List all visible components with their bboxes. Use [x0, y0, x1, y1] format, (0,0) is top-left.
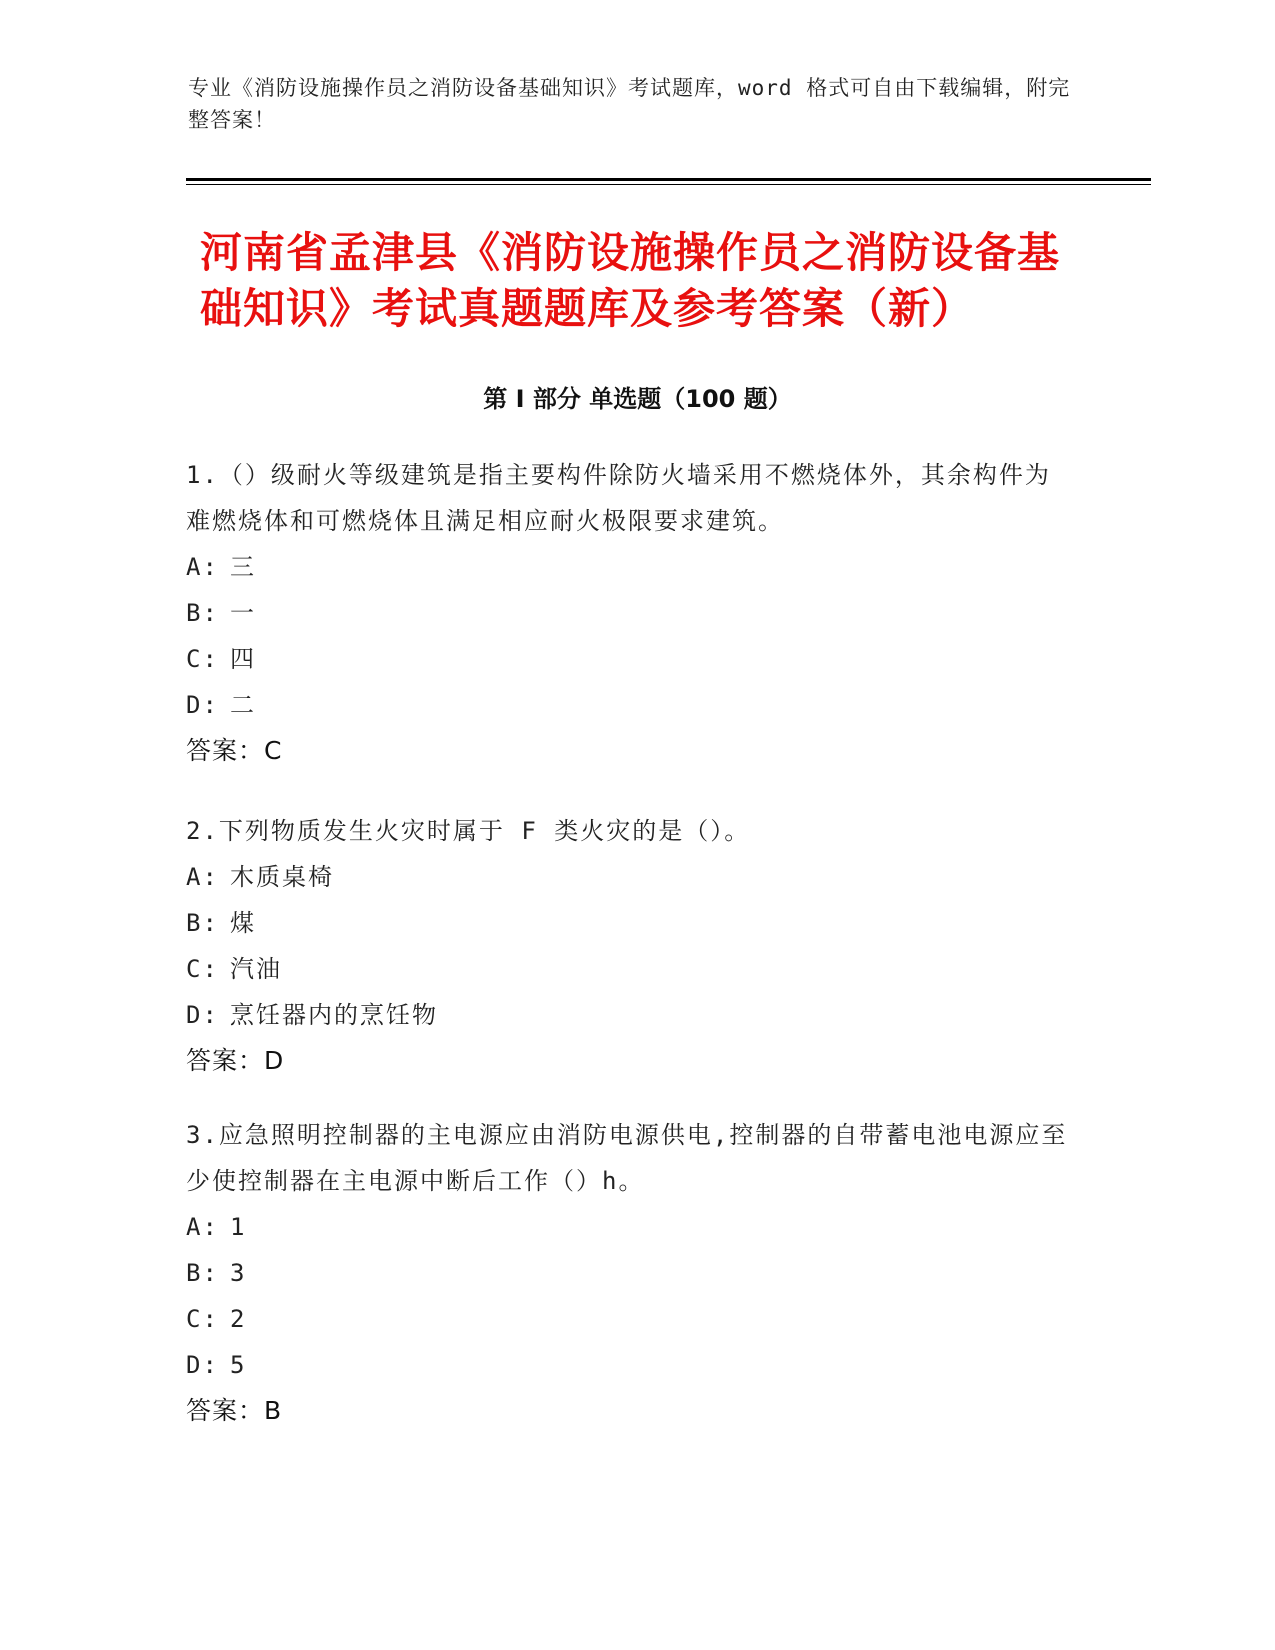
answer-line — [186, 1038, 1076, 1084]
option-b — [186, 1250, 1076, 1296]
option-text: 木质桌椅 — [230, 863, 334, 891]
option-a — [186, 1204, 1076, 1250]
question-stem: 3.应急照明控制器的主电源应由消防电源供电,控制器的自带蓄电池电源应至少使控制器在主电源中断后工作（）h。 — [186, 1121, 1068, 1195]
answer-value: C — [264, 736, 283, 765]
option-key: B: — [186, 909, 219, 937]
option-key: B: — [186, 599, 219, 627]
option-key: C: — [186, 955, 219, 983]
option-text: 3 — [230, 1259, 247, 1287]
answer-value: B — [264, 1396, 283, 1425]
option-a — [186, 854, 1076, 900]
answer-line — [186, 1388, 1076, 1434]
option-text: 烹饪器内的烹饪物 — [230, 1001, 438, 1029]
option-text: 1 — [230, 1213, 247, 1241]
option-text: 煤 — [230, 909, 256, 937]
option-key: D: — [186, 1351, 219, 1379]
option-key: C: — [186, 645, 219, 673]
answer-line — [186, 728, 1076, 774]
option-key: A: — [186, 1213, 219, 1241]
option-key: D: — [186, 1001, 219, 1029]
answer-label: 答案： — [186, 1396, 265, 1425]
option-key: B: — [186, 1259, 219, 1287]
option-text: 5 — [230, 1351, 247, 1379]
option-text: 一 — [230, 599, 256, 627]
question-2 — [186, 808, 1076, 1084]
option-key: A: — [186, 863, 219, 891]
option-d — [186, 992, 1076, 1038]
document-title: 河南省孟津县《消防设施操作员之消防设备基础知识》考试真题题库及参考答案（新） — [200, 228, 1061, 333]
option-text: 二 — [230, 691, 256, 719]
option-key: D: — [186, 691, 219, 719]
option-text: 汽油 — [230, 955, 282, 983]
answer-value: D — [264, 1046, 285, 1075]
question-stem: 2.下列物质发生火灾时属于 F 类火灾的是（）。 — [186, 817, 751, 845]
option-text: 四 — [230, 645, 256, 673]
option-key: C: — [186, 1305, 219, 1333]
option-b — [186, 900, 1076, 946]
option-text: 三 — [230, 553, 256, 581]
option-key: A: — [186, 553, 219, 581]
option-c — [186, 1296, 1076, 1342]
answer-label: 答案： — [186, 736, 265, 765]
question-3 — [186, 1112, 1076, 1434]
header-rule-thin — [186, 184, 1151, 185]
option-text: 2 — [230, 1305, 247, 1333]
option-c — [186, 946, 1076, 992]
header-note: 专业《消防设施操作员之消防设备基础知识》考试题库，word 格式可自由下载编辑，附完整答案！ — [188, 76, 1071, 132]
answer-label: 答案： — [186, 1046, 265, 1075]
section-heading: 第 I 部分 单选题（100 题） — [483, 385, 792, 413]
option-a — [186, 544, 1076, 590]
option-d — [186, 1342, 1076, 1388]
option-d — [186, 682, 1076, 728]
header-rule-thick — [186, 178, 1151, 181]
question-1 — [186, 452, 1076, 774]
question-stem: 1.（）级耐火等级建筑是指主要构件除防火墙采用不燃烧体外，其余构件为难燃烧体和可燃烧体且满足相应耐火极限要求建筑。 — [186, 461, 1051, 535]
option-b — [186, 590, 1076, 636]
option-c — [186, 636, 1076, 682]
